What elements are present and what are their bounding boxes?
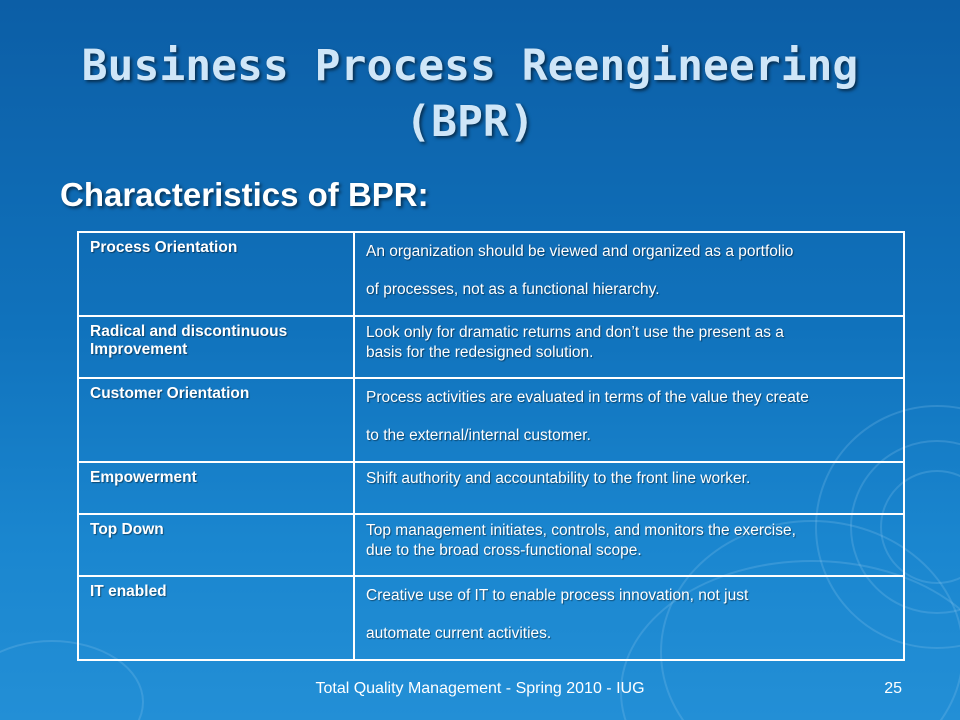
description-line: of processes, not as a functional hierarchy. — [366, 281, 660, 298]
description-cell — [354, 316, 904, 378]
term-cell: Process Orientation — [78, 232, 354, 316]
slide-title — [0, 38, 940, 150]
term-cell: Empowerment — [78, 462, 354, 514]
description-line: basis for the redesigned solution. — [366, 344, 594, 361]
table-row — [78, 514, 904, 576]
term-cell: Top Down — [78, 514, 354, 576]
description-line: automate current activities. — [366, 625, 552, 642]
description-line: due to the broad cross-functional scope. — [366, 542, 642, 559]
table-row — [78, 576, 904, 660]
description-cell — [354, 462, 904, 514]
term-cell: Radical and discontinuous Improvement — [78, 316, 354, 378]
characteristics-table — [77, 231, 905, 661]
description-cell — [354, 378, 904, 462]
description-cell — [354, 232, 904, 316]
description-cell — [354, 576, 904, 660]
slide-title-line2: (BPR) — [405, 97, 535, 147]
table-row — [78, 462, 904, 514]
description-line: Shift authority and accountability to the front line worker. — [366, 470, 751, 487]
description-line: Process activities are evaluated in terms of the value they create — [366, 389, 809, 406]
table-row — [78, 232, 904, 316]
slide-subtitle: Characteristics of BPR: — [60, 176, 429, 213]
description-line: Creative use of IT to enable process innovation, not just — [366, 587, 749, 604]
table-row — [78, 316, 904, 378]
page-number: 25 — [884, 680, 902, 697]
description-line: An organization should be viewed and organized as a portfolio — [366, 243, 794, 260]
term-cell: Customer Orientation — [78, 378, 354, 462]
slide-title-line1: Business Process Reengineering — [81, 41, 859, 91]
description-line: to the external/internal customer. — [366, 427, 591, 444]
description-line: Look only for dramatic returns and don’t use the present as a — [366, 324, 784, 341]
slide-footer: Total Quality Management - Spring 2010 - IUG — [315, 680, 645, 697]
term-cell: IT enabled — [78, 576, 354, 660]
table-row — [78, 378, 904, 462]
description-cell — [354, 514, 904, 576]
description-line: Top management initiates, controls, and monitors the exercise, — [366, 522, 796, 539]
